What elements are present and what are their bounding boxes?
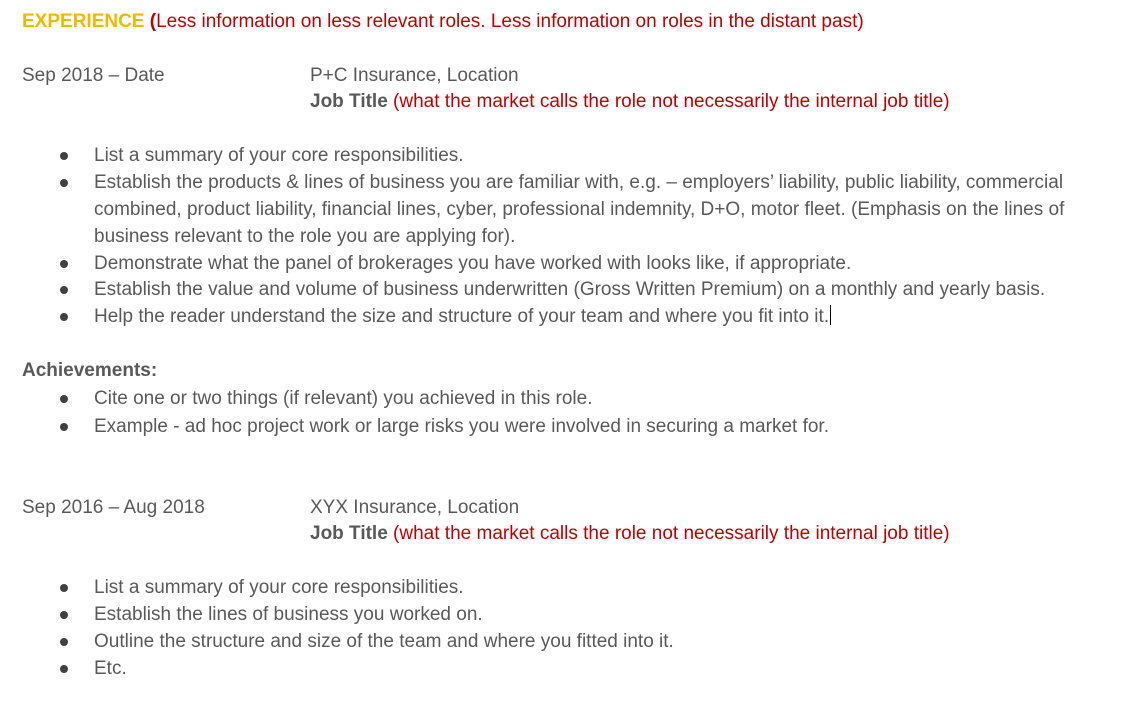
bullet-icon — [58, 604, 70, 616]
list-item: Cite one or two things (if relevant) you achieved in this role. — [94, 388, 593, 409]
section-heading-note: Less information on less relevant roles. Less information on roles in the distant past) — [156, 11, 864, 32]
bullet-icon — [58, 577, 70, 589]
section-heading — [22, 11, 864, 33]
bullet-icon — [58, 172, 70, 184]
role-1-job-title-note: (what the market calls the role not necessarily the internal job title) — [387, 91, 950, 112]
bullet-icon — [58, 306, 70, 318]
list-item: Help the reader understand the size and structure of your team and where you fit into it. — [94, 306, 830, 327]
list-item: Establish the value and volume of business underwritten (Gross Written Premium) on a monthly and yearly basis. — [94, 279, 1046, 300]
list-item: Etc. — [94, 658, 127, 679]
role-2-job-title: Job Title — [310, 523, 388, 544]
section-heading-label: EXPERIENCE — [22, 11, 145, 32]
bullet-icon — [58, 416, 70, 428]
role-2-job-title-line — [310, 523, 950, 545]
text-cursor — [830, 305, 831, 325]
list-item: Outline the structure and size of the team and where you fitted into it. — [94, 631, 674, 652]
list-item: List a summary of your core responsibilities. — [94, 577, 464, 598]
section-heading-paren: ( — [144, 11, 157, 32]
role-1-job-title-line — [310, 91, 950, 113]
role-2-company: XYX Insurance, Location — [310, 497, 520, 518]
list-item: Demonstrate what the panel of brokerages you have worked with looks like, if appropriate. — [94, 253, 852, 274]
bullet-icon — [58, 631, 70, 643]
bullet-icon — [58, 279, 70, 291]
bullet-icon — [58, 145, 70, 157]
bullet-icon — [58, 253, 70, 265]
role-2-job-title-note: (what the market calls the role not necessarily the internal job title) — [387, 523, 950, 544]
role-2-dates: Sep 2016 – Aug 2018 — [22, 497, 205, 518]
role-1-job-title: Job Title — [310, 91, 388, 112]
achievements-heading: Achievements: — [22, 360, 158, 381]
list-item: Establish the products & lines of business you are familiar with, e.g. – employers’ liability, public liability, commercial — [94, 172, 1064, 193]
bullet-icon — [58, 658, 70, 670]
role-1-company: P+C Insurance, Location — [310, 65, 519, 86]
list-item-continuation: business relevant to the role you are applying for). — [94, 226, 516, 247]
list-item-continuation: combined, product liability, financial lines, cyber, professional indemnity, D+O, motor fleet. (Emphasis on the lines of — [94, 199, 1065, 220]
list-item-with-caret[interactable] — [94, 303, 831, 330]
role-1-dates: Sep 2018 – Date — [22, 65, 165, 86]
list-item: Example - ad hoc project work or large risks you were involved in securing a market for. — [94, 416, 829, 437]
bullet-icon — [58, 388, 70, 400]
list-item: List a summary of your core responsibilities. — [94, 145, 464, 166]
list-item: Establish the lines of business you worked on. — [94, 604, 483, 625]
